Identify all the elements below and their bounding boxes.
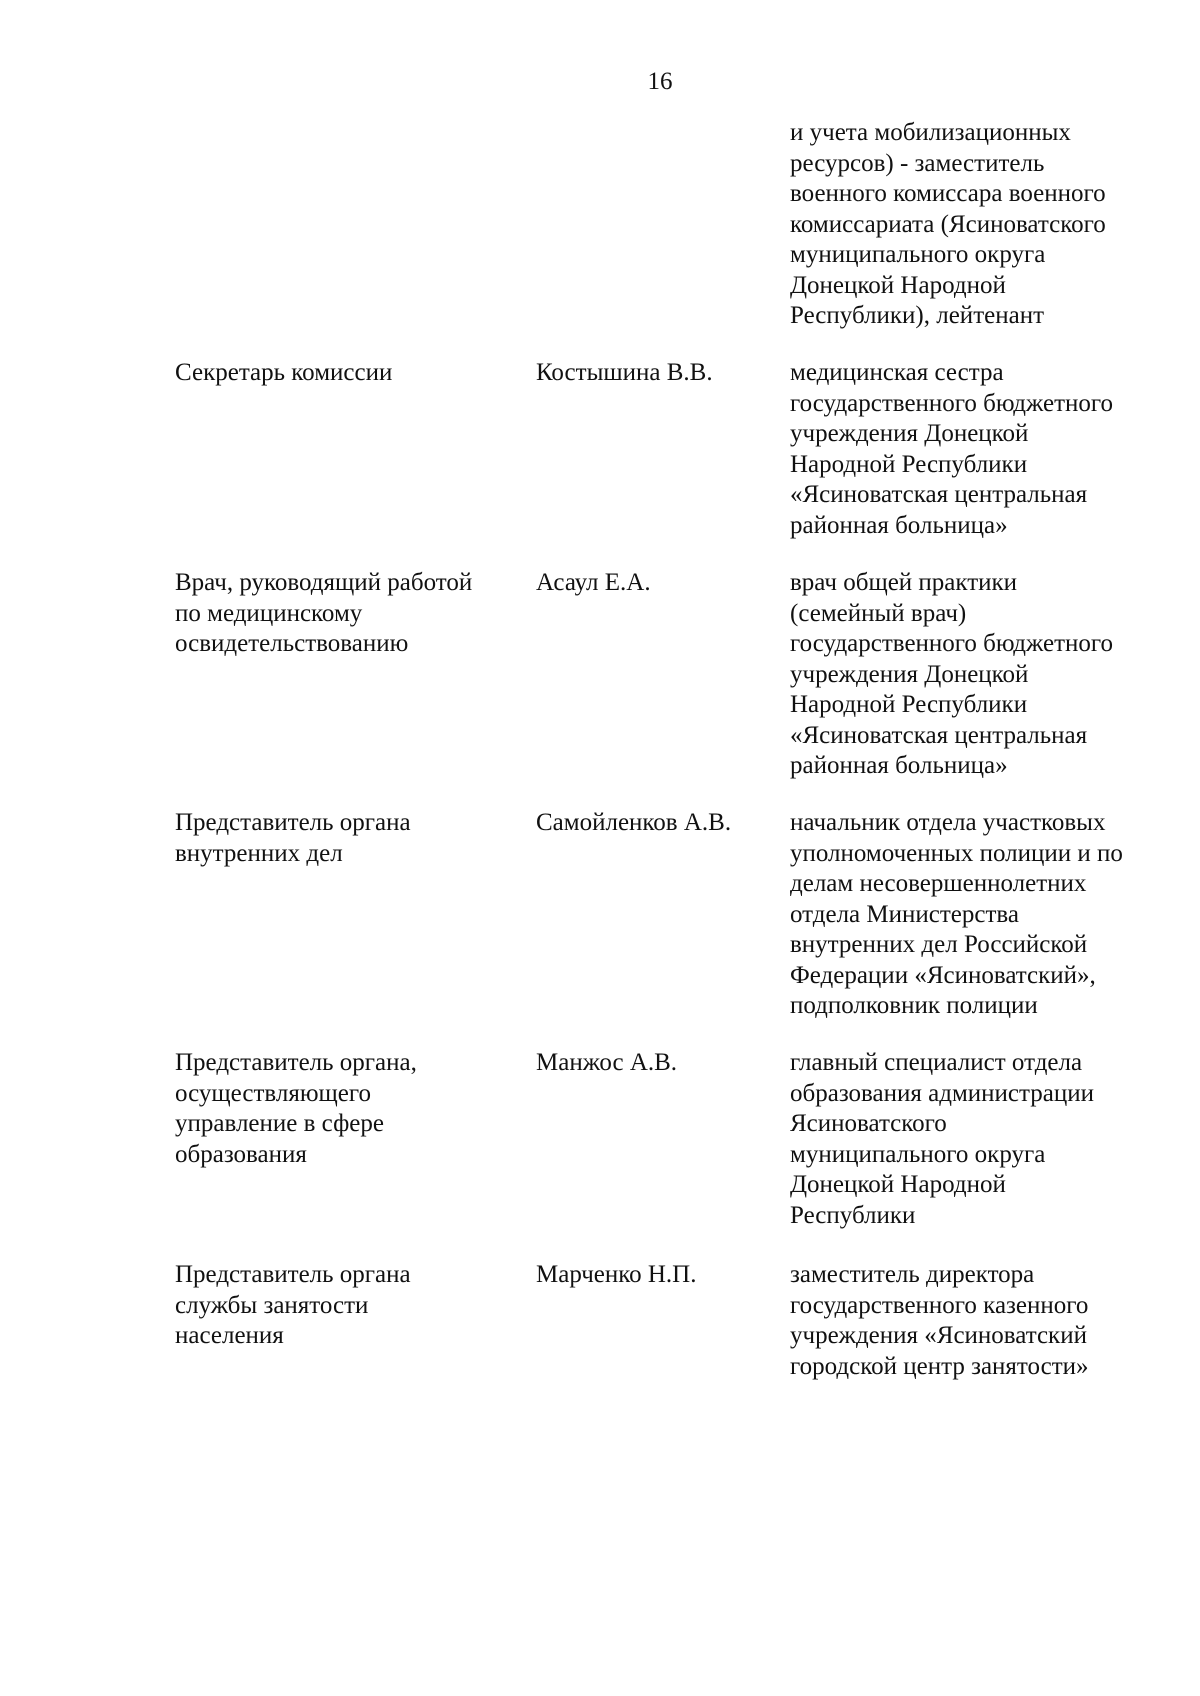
text-line: образования администрации (790, 1079, 1094, 1107)
entry-name (536, 1048, 786, 1079)
text-line: «Ясиноватская центральная (790, 721, 1088, 749)
text-line: муниципального округа (790, 1140, 1046, 1168)
text-line: по медицинскому (175, 599, 363, 627)
text-line: медицинская сестра (790, 359, 1004, 386)
text-line: (семейный врач) (790, 599, 967, 627)
text-line: Врач, руководящий работой (175, 569, 473, 596)
text-line: Донецкой Народной (790, 1171, 1006, 1198)
text-line: Народной Республики (790, 691, 1028, 718)
text-line: осуществляющего (175, 1079, 371, 1107)
text-line: государственного казенного (790, 1291, 1089, 1319)
text-line: делам несовершеннолетних (790, 870, 1087, 897)
person-name: Асаул Е.А. (536, 569, 651, 596)
text-line: Республики (790, 1201, 916, 1229)
person-name: Манжос А.В. (536, 1049, 678, 1076)
entry-name (536, 1260, 786, 1291)
text-line: учреждения Донецкой (790, 420, 1029, 447)
text-line: военного комиссара военного (790, 180, 1106, 207)
text-line: освидетельствованию (175, 630, 409, 657)
text-line: Федерации «Ясиноватский», (790, 961, 1096, 989)
text-line: муниципального округа (790, 241, 1046, 268)
text-line: государственного бюджетного (790, 630, 1113, 657)
entry-position (790, 1260, 1190, 1382)
entry-position (790, 568, 1190, 782)
text-line: ресурсов) - заместитель (790, 149, 1045, 177)
entry-name (536, 568, 786, 599)
text-line: и учета мобилизационных (790, 119, 1071, 146)
text-line: Представитель органа (175, 1261, 411, 1288)
entry-role (175, 1048, 535, 1170)
person-name: Марченко Н.П. (536, 1261, 697, 1288)
page-number: 16 (647, 68, 673, 95)
text-line: службы занятости (175, 1291, 369, 1319)
text-line: комиссариата (Ясиноватского (790, 210, 1106, 238)
entry-position (790, 1048, 1190, 1231)
text-line: Народной Республики (790, 450, 1028, 478)
entry-role (175, 1260, 535, 1352)
text-line: районная больница» (790, 511, 1008, 539)
text-line: внутренних дел Российской (790, 931, 1088, 958)
text-line: районная больница» (790, 752, 1008, 779)
text-line: образования (175, 1140, 307, 1168)
text-line: государственного бюджетного (790, 389, 1113, 417)
text-line: начальник отдела участковых (790, 809, 1106, 836)
text-line: внутренних дел (175, 839, 343, 867)
text-line: городской центр занятости» (790, 1352, 1089, 1380)
entry-role (175, 358, 535, 389)
text-line: Представитель органа, (175, 1049, 417, 1076)
text-line: подполковник полиции (790, 992, 1038, 1019)
entry-position (790, 808, 1190, 1022)
continuation-text (790, 118, 1190, 332)
entry-role (175, 568, 535, 660)
entry-role (175, 808, 535, 869)
text-line: населения (175, 1322, 284, 1349)
text-line: Ясиноватского (790, 1110, 947, 1137)
text-line: заместитель директора (790, 1261, 1035, 1288)
text-line: главный специалист отдела (790, 1049, 1083, 1076)
text-line: уполномоченных полиции и по (790, 839, 1123, 867)
text-line: Представитель органа (175, 809, 411, 836)
text-line: Донецкой Народной (790, 271, 1006, 299)
text-line: Республики), лейтенант (790, 302, 1044, 329)
person-name: Самойленков А.В. (536, 809, 732, 836)
entry-position (790, 358, 1190, 541)
text-line: отдела Министерства (790, 900, 1019, 928)
text-line: Секретарь комиссии (175, 359, 393, 386)
person-name: Костышина В.В. (536, 359, 713, 386)
text-line: учреждения Донецкой (790, 660, 1029, 688)
text-line: врач общей практики (790, 569, 1018, 596)
text-line: учреждения «Ясиноватский (790, 1322, 1087, 1349)
text-line: «Ясиноватская центральная (790, 481, 1088, 508)
entry-name (536, 358, 786, 389)
entry-name (536, 808, 786, 839)
text-line: управление в сфере (175, 1110, 384, 1137)
